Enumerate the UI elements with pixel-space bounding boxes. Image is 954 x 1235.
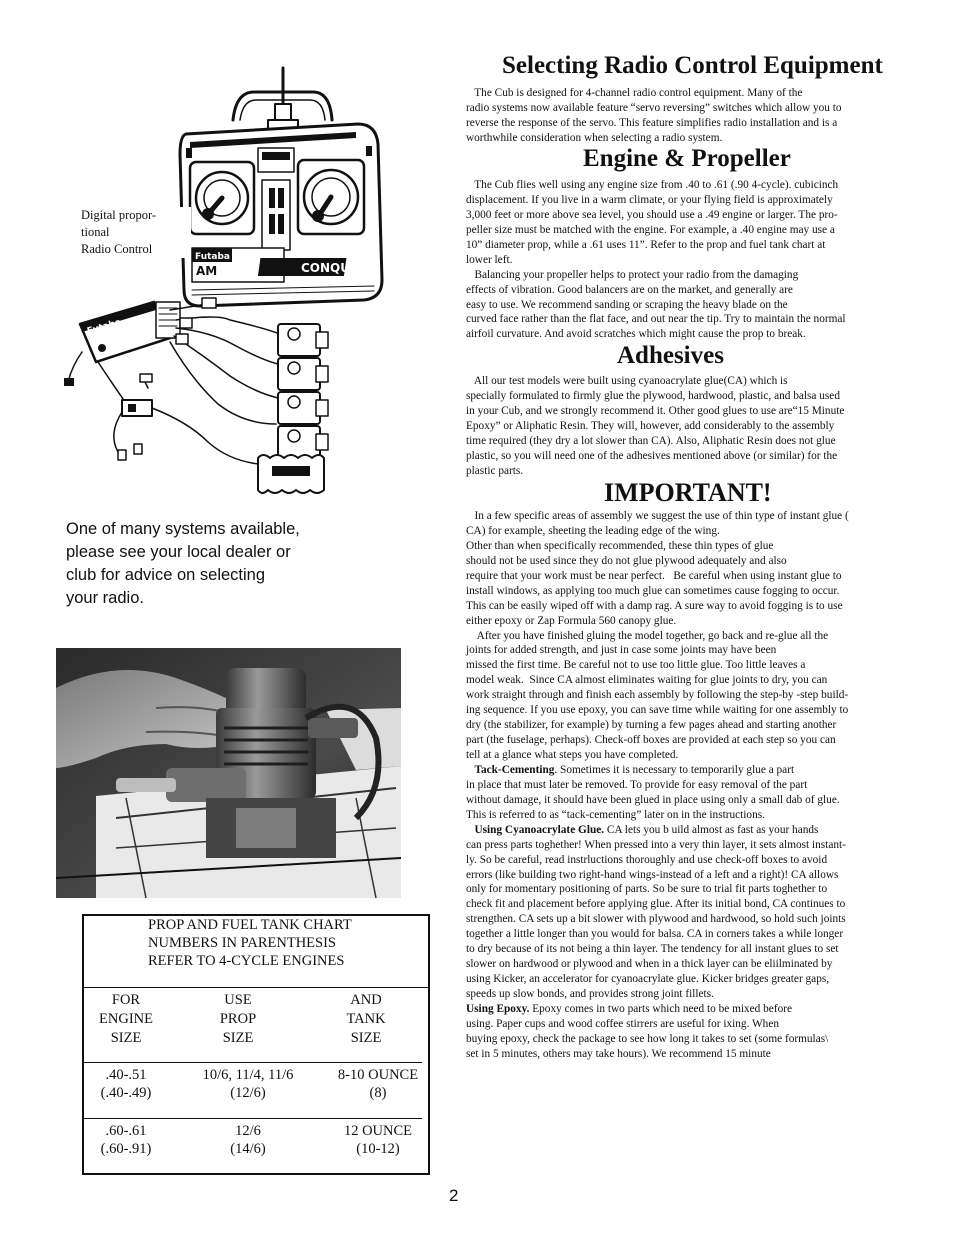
text-line: buying epoxy, check the package to see how long it takes to set (some formulas\: [466, 1032, 829, 1045]
text-line: easy to use. We recommend sanding or scraping the heavy blade on the: [466, 298, 788, 311]
text-line: The Cub is designed for 4-channel radio control equipment. Many of the: [466, 87, 803, 99]
engine-propeller-text: [466, 178, 894, 342]
text-line: in your Cub, and we strongly recommend it. Other good glues to use are“15 Minute: [466, 404, 845, 417]
text-line: curved face rather than the flat face, and out near the tip. Try to maintain the normal: [466, 313, 846, 326]
adhesives-text: [466, 374, 894, 479]
prop-size-4c-cell: (14/6): [230, 1141, 266, 1157]
tank-size-cell: 12 OUNCE: [343, 1123, 413, 1139]
text-line: slower on hardwood or plywood and when in a thick layer can be eliilminated by: [466, 958, 833, 971]
radio-caption-line: tional: [81, 225, 110, 239]
text-line: check fit and placement before applying glue. After its initial bond, CA continues to: [466, 898, 846, 911]
radio-caption-line: Radio Control: [81, 242, 153, 256]
text-line: speeds up slow bonds, and provides strong joint fillets.: [466, 988, 714, 1000]
text-line: CA) for example, sheeting the leading edge of the wing.: [466, 524, 720, 537]
tank-size-4c-cell: (8): [369, 1085, 387, 1101]
inline-bold-label: Using Cyanoacrylate Glue.: [474, 823, 605, 836]
text-line: worthwhile consideration when selecting a radio system.: [466, 131, 723, 144]
text-line: All our test models were built using cyanoacrylate glue(CA) which is: [466, 375, 788, 387]
header-tank-line: TANK: [346, 1011, 386, 1027]
engine-mounting-photo: [56, 648, 401, 898]
text-line: This is referred to as “tack-cementing” later on in the instructions.: [466, 808, 765, 821]
text-line: joints for added strength, and just in case some joints may have been: [466, 644, 777, 657]
text-line: using. Paper cups and wood coffee stirrers are useful for ixing. When: [466, 1017, 779, 1030]
header-prop-line: SIZE: [222, 1030, 254, 1046]
text-line: plastic parts.: [466, 464, 524, 477]
prop-fuel-tank-chart: [82, 914, 430, 1175]
receiver-brand-label: Futaba: [86, 317, 123, 337]
text-line: using Kicker, an accelerator for cyanoacrylate glue. Kicker bridges greater gaps,: [466, 973, 830, 986]
text-line: effects of vibration. Good balancers are on the market, and generally are: [466, 283, 793, 296]
inline-bold-label: Tack-Cementing: [474, 763, 555, 776]
text-line: Epoxy” or Aliphatic Resin. They will, however, add considerably to the assembly: [466, 419, 835, 432]
text-line: displacement. If you live in a warm climate, or your flying field is approximately: [466, 193, 833, 206]
text-line: 3,000 feet or more above sea level, you should use a .49 engine or larger. The pro-: [466, 208, 838, 221]
text-line: [466, 763, 894, 778]
systems-note-line: your radio.: [66, 589, 144, 607]
text-line: together a little longer than you would for balsa. CA in corners takes a while longer: [466, 928, 844, 941]
radio-caption: [81, 207, 191, 258]
text-line: dry (the stabilizer, for example) by turning a few pages ahead and starting another: [466, 719, 837, 732]
switch-harness: [122, 400, 152, 416]
text-line: airfoil curvature. And avoid scratches which might cause the prop to break.: [466, 328, 806, 341]
receiver: [80, 302, 180, 362]
text-line: errors (like building two right-hand wings-instead of a left and a right)! CA allows: [466, 868, 839, 881]
text-line-rest: Epoxy comes in two parts which need to be mixed before: [529, 1002, 793, 1015]
prop-size-cell: 12/6: [235, 1123, 261, 1139]
text-line: either epoxy or Zap Formula 560 canopy glue.: [466, 614, 677, 627]
text-line: plastic, so you will need one of the adhesives mentioned above (or similar) for the: [466, 449, 838, 462]
text-line: ly. So be careful, read instrluctions thoroughly and use check-off boxes to avoid: [466, 853, 828, 866]
text-line: 10” diameter prop, while a .61 uses 11”. Refer to the prop and fuel tank chart at: [466, 238, 826, 251]
text-line: reverse the response of the servo. This feature simplifies radio installation and is a: [466, 116, 838, 129]
radio-systems-note: [66, 518, 336, 610]
text-line: lower left.: [466, 253, 513, 266]
text-line: in place that must later be removed. To provide for easy removal of the part: [466, 778, 808, 791]
text-line: only for momentary positioning of parts. So be sure to trial fit parts toghether to: [466, 883, 828, 896]
text-line: specially formulated to firmly glue the plywood, hardwood, plastic, and balsa used: [466, 389, 840, 402]
text-line: without damage, it should have been glued in place using only a small dab of glue.: [466, 793, 840, 806]
important-text: [466, 509, 894, 1062]
text-line: to dry because of its not being a thin layer. The tendency for all instant glues to set: [466, 943, 839, 956]
text-line: [466, 823, 894, 838]
prop-size-cell: 10/6, 11/4, 11/6: [202, 1067, 294, 1083]
radio-caption-line: Digital propor-: [81, 208, 157, 222]
important-heading: IMPORTANT!: [604, 478, 772, 507]
engine-size-cell: .60-.61: [105, 1123, 147, 1139]
header-engine-line: ENGINE: [99, 1011, 153, 1027]
text-line: [466, 1002, 894, 1017]
transmitter-model-label: CONQUEST: [301, 261, 376, 275]
text-line: Other than when specifically recommended, these thin types of glue: [466, 539, 774, 552]
header-prop-line: USE: [224, 992, 252, 1008]
header-tank-line: AND: [350, 992, 382, 1008]
radio-equipment-heading: Selecting Radio Control Equipment: [502, 52, 883, 79]
radio-system-illustration: [58, 62, 390, 502]
text-line: should not be used since they do not glue plywood adequately and also: [466, 554, 787, 567]
chart-divider: [84, 987, 430, 988]
transmitter-brand-label: Futaba: [195, 252, 230, 262]
text-line: missed the first time. Be careful not to use too little glue. Too little leaves a: [466, 659, 806, 672]
chart-title-line: REFER TO 4-CYCLE ENGINES: [148, 953, 345, 969]
text-line: part (the fuselage, perhaps). Check-off boxes are provided at each step so you can: [466, 734, 836, 747]
systems-note-line: One of many systems available,: [66, 520, 300, 538]
adhesives-heading: Adhesives: [617, 342, 724, 369]
text-line: tell at a glance what steps you have completed.: [466, 749, 679, 761]
header-engine-line: FOR: [111, 992, 141, 1008]
transmitter-band-label: AM: [196, 264, 218, 278]
chart-title-line: NUMBERS IN PARENTHESIS: [148, 935, 336, 951]
text-line: strengthen. CA sets up a bit slower with plywood and hardwood, so hold such joints: [466, 913, 846, 926]
text-line: time required (they dry a lot slower than CA). Also, Aliphatic Resin does not glue: [466, 434, 836, 447]
text-line: work straight through and finish each assembly by following the step-by -step build-: [466, 689, 849, 702]
chart-divider: [84, 1118, 422, 1119]
text-line: peller size must be matched with the engine. For example, a .40 engine may use a: [466, 223, 835, 236]
text-line: install windows, as applying too much glue can sometimes cause fogging to occur.: [466, 584, 840, 597]
text-line: radio systems now available feature “servo reversing” switches which allow you to: [466, 101, 842, 114]
systems-note-line: please see your local dealer or: [66, 543, 291, 561]
text-line-rest: CA lets you b uild almost as fast as your hands: [604, 823, 819, 836]
systems-note-line: club for advice on selecting: [66, 566, 266, 584]
text-line: In a few specific areas of assembly we suggest the use of thin type of instant glue (: [466, 510, 849, 522]
header-prop-line: PROP: [219, 1011, 257, 1027]
prop-size-4c-cell: (12/6): [230, 1085, 266, 1101]
text-line: After you have finished gluing the model together, go back and re-glue all the: [466, 629, 829, 642]
engine-size-4c-cell: (.40-.49): [100, 1085, 152, 1101]
text-line: set in 5 minutes, others may take hours). We recommend 15 minute: [466, 1047, 771, 1060]
inline-bold-label: Using Epoxy.: [466, 1002, 530, 1015]
header-tank-line: SIZE: [350, 1030, 382, 1046]
servo-stack: [278, 324, 328, 458]
battery-pack: [258, 455, 324, 493]
chart-title-line: PROP AND FUEL TANK CHART: [148, 917, 352, 933]
tank-size-cell: 8-10 OUNCE: [337, 1067, 419, 1083]
engine-size-4c-cell: (.60-.91): [100, 1141, 152, 1157]
text-line-rest: . Sometimes it is necessary to temporarily glue a part: [554, 763, 795, 776]
text-line: can press parts toghether! When pressed into a very thin layer, it sets almost instant-: [466, 838, 846, 851]
tank-size-4c-cell: (10-12): [356, 1141, 400, 1157]
text-line: Balancing your propeller helps to protect your radio from the damaging: [466, 268, 799, 281]
text-line: model weak. Since CA almost eliminates waiting for glue joints to dry, you can: [466, 674, 828, 687]
engine-size-cell: .40-.51: [105, 1067, 147, 1083]
radio-equipment-text: [466, 86, 894, 146]
text-line: This can be easily wiped off with a damp rag. A sure way to avoid fogging is to use: [466, 599, 843, 612]
text-line: require that your work must be near perfect. Be careful when using instant glue to: [466, 569, 842, 582]
chart-divider: [84, 1062, 422, 1063]
transmitter: [180, 124, 382, 306]
engine-propeller-heading: Engine & Propeller: [583, 145, 791, 172]
text-line: ing sequence. If you use epoxy, you can save time while waiting for one assembly to: [466, 704, 849, 717]
text-line: The Cub flies well using any engine size from .40 to .61 (.90 4-cycle). cubicinch: [466, 179, 839, 191]
header-engine-line: SIZE: [110, 1030, 142, 1046]
page-number: 2: [449, 1186, 459, 1205]
